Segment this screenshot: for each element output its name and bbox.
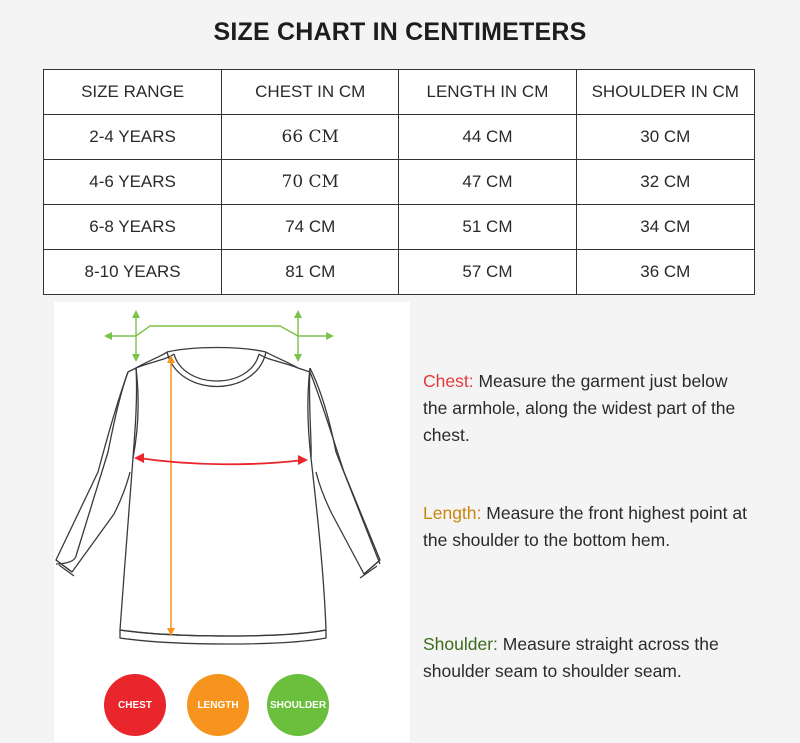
- shoulder-description-label: Shoulder:: [423, 634, 498, 654]
- cell-size: 6-8 YEARS: [44, 205, 222, 250]
- cell-length: 47 CM: [399, 160, 576, 205]
- chest-description-label: Chest:: [423, 371, 474, 391]
- header-length: LENGTH IN CM: [399, 70, 576, 115]
- length-description: [423, 500, 753, 554]
- header-size-range: SIZE RANGE: [44, 70, 222, 115]
- shoulder-description: [423, 631, 753, 685]
- table-row: [44, 115, 755, 160]
- cell-shoulder: 36 CM: [576, 250, 754, 295]
- shoulder-arrow-icon: [104, 310, 334, 362]
- tshirt-outline: [56, 348, 380, 645]
- size-table: [43, 69, 755, 295]
- cell-chest: 70 CM: [222, 160, 399, 205]
- measurement-diagram: [54, 302, 410, 742]
- cell-size: 4-6 YEARS: [44, 160, 222, 205]
- cell-shoulder: 32 CM: [576, 160, 754, 205]
- cell-length: 44 CM: [399, 115, 576, 160]
- table-row: [44, 205, 755, 250]
- chest-description-text: Measure the garment just below the armhole, along the widest part of the chest.: [423, 371, 736, 445]
- length-description-text: Measure the front highest point at the shoulder to the bottom hem.: [423, 503, 747, 550]
- cell-chest: 66 CM: [222, 115, 399, 160]
- shoulder-description-text: Measure straight across the shoulder seam to shoulder seam.: [423, 634, 719, 681]
- cell-shoulder: 34 CM: [576, 205, 754, 250]
- length-arrow-icon: [167, 355, 175, 636]
- cell-size: 8-10 YEARS: [44, 250, 222, 295]
- table-row: [44, 160, 755, 205]
- cell-chest: 81 CM: [222, 250, 399, 295]
- table-header-row: [44, 70, 755, 115]
- tshirt-diagram-icon: [54, 302, 410, 742]
- length-legend-badge: LENGTH: [187, 674, 249, 736]
- page-title: SIZE CHART IN CENTIMETERS: [213, 18, 587, 46]
- cell-shoulder: 30 CM: [576, 115, 754, 160]
- cell-length: 57 CM: [399, 250, 576, 295]
- shoulder-legend-badge: SHOULDER: [267, 674, 329, 736]
- header-shoulder: SHOULDER IN CM: [576, 70, 754, 115]
- chest-description: [423, 368, 753, 449]
- cell-length: 51 CM: [399, 205, 576, 250]
- length-description-label: Length:: [423, 503, 482, 523]
- chest-arrow-icon: [134, 453, 308, 465]
- table-row: [44, 250, 755, 295]
- chest-legend-badge: CHEST: [104, 674, 166, 736]
- header-chest: CHEST IN CM: [222, 70, 399, 115]
- cell-size: 2-4 YEARS: [44, 115, 222, 160]
- cell-chest: 74 CM: [222, 205, 399, 250]
